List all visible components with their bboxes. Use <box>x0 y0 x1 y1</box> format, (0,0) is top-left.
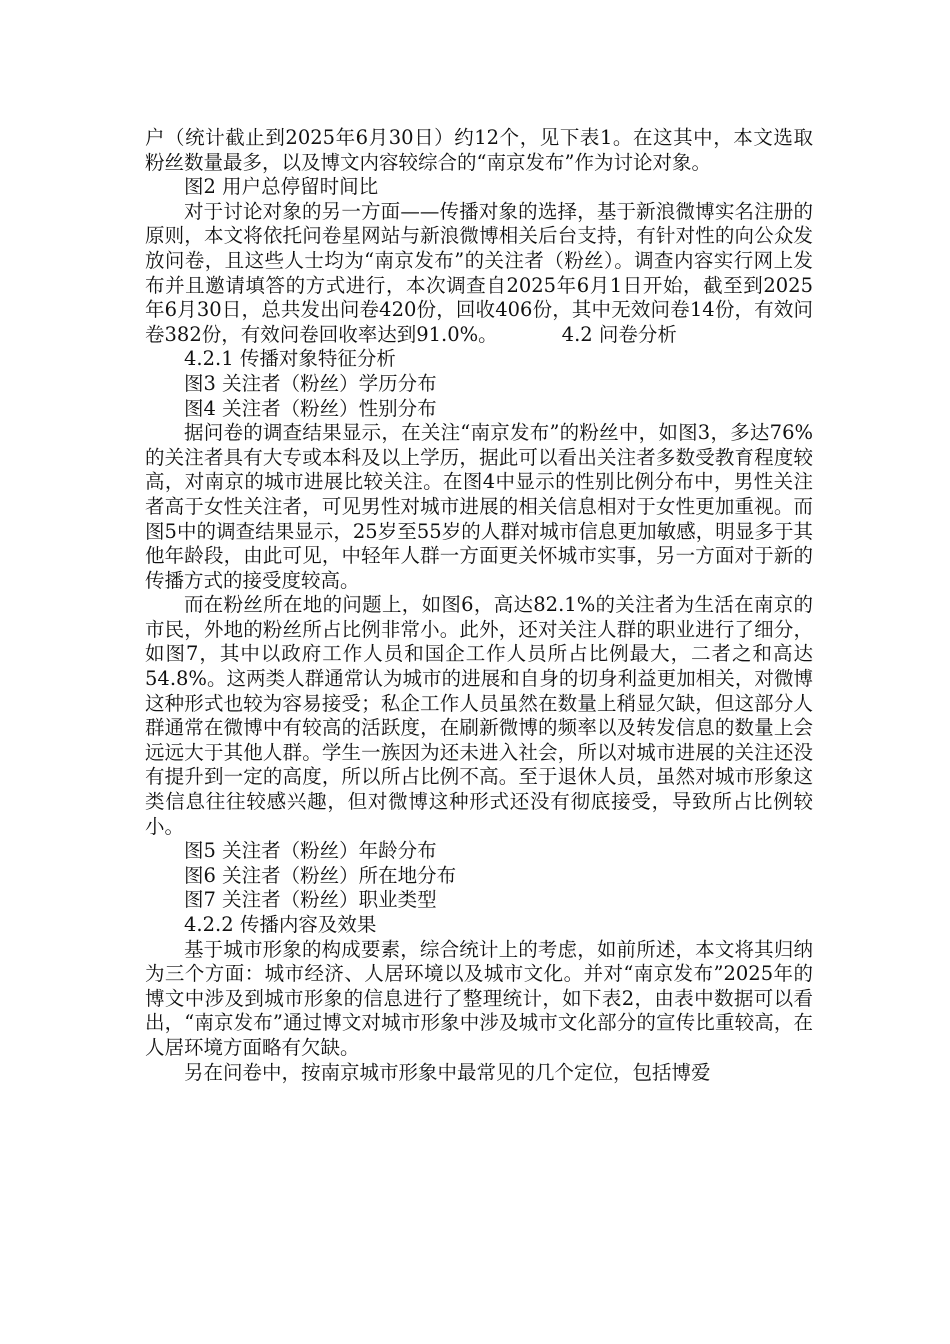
paragraph-audience-location: 而在粉丝所在地的问题上，如图6，高达82.1%的关注者为生活在南京的市民，外地的粉丝所占比例非常小。此外，还对关注人群的职业进行了细分，如图7，其中以政府工作人员和国企工作人员所占比例最大，二者之和高达54.8%。这两类人群通常认为城市的进展和自身的切身利益更加相关，对微博这种形式也较为容易接受；私企工作人员虽然在数量上稍显欠缺，但这部分人群通常在微博中有较高的活跃度，在刷新微博的频率以及转发信息的数量上会远远大于其他人群。学生一族因为还未进入社会，所以对城市进展的关注还没有提升到一定的高度，所以所占比例不高。至于退休人员，虽然对城市形象这类信息往往较感兴趣，但对微博这种形式还没有彻底接受，导致所占比例较小。 <box>145 593 813 838</box>
section-heading-4-2-2: 4.2.2 传播内容及效果 <box>184 913 377 936</box>
figure-caption-7: 图7 关注者（粉丝）职业类型 <box>184 888 437 912</box>
document-page <box>145 126 813 1085</box>
figure-caption-2: 图2 用户总停留时间比 <box>184 175 379 199</box>
figure-caption-3: 图3 关注者（粉丝）学历分布 <box>184 371 437 395</box>
paragraph-content-effect: 基于城市形象的构成要素，综合统计上的考虑，如前所述，本文将其归纳为三个方面：城市经济、人居环境以及城市文化。并对“南京发布”2025年的博文中涉及到城市形象的信息进行了整理统计，如下表2，由表中数据可以看出，“南京发布”通过博文对城市形象中涉及城市文化部分的宣传比重较高，在人居环境方面略有欠缺。 <box>145 937 813 1059</box>
figure-caption-5: 图5 关注者（粉丝）年龄分布 <box>184 839 437 863</box>
section-heading-4-2: 4.2 问卷分析 <box>561 322 677 346</box>
figure-caption-4: 图4 关注者（粉丝）性别分布 <box>184 396 437 420</box>
paragraph-questionnaire: 另在问卷中，按南京城市形象中最常见的几个定位，包括博爱 <box>184 1060 711 1084</box>
paragraph-audience-education: 据问卷的调查结果显示，在关注“南京发布”的粉丝中，如图3，多达76%的关注者具有大专或本科及以上学历，据此可以看出关注者多数受教育程度较高，对南京的城市进展比较关注。在图4中显示的性别比例分布中，男性关注者高于女性关注者，可见男性对城市进展的相关信息相对于女性更加重视。而图5中的调查结果显示，25岁至55岁的人群对城市信息更加敏感，明显多于其他年龄段，由此可见，中轻年人群一方面更关怀城市实事，另一方面对于新的传播方式的接受度较高。 <box>145 421 813 592</box>
paragraph-survey-method <box>145 200 813 348</box>
paragraph-continued: 户（统计截止到2025年6月30日）约12个，见下表1。在这其中，本文选取粉丝数量最多，以及博文内容较综合的“南京发布”作为讨论对象。 <box>145 126 813 174</box>
figure-caption-6: 图6 关注者（粉丝）所在地分布 <box>184 863 457 887</box>
paragraph-survey-method-text: 对于讨论对象的另一方面——传播对象的选择，基于新浪微博实名注册的原则，本文将依托问卷星网站与新浪微博相关后台支持，有针对性的向公众发放问卷，且这些人士均为“南京发布”的关注者（粉丝）。调查内容实行网上发布并且邀请填答的方式进行，本次调查自2025年6月1日开始，截至到2025年6月30日，总共发出问卷420份，回收406份，其中无效问卷14份，有效问卷382份，有效问卷回收率达到91.0%。 <box>145 199 813 346</box>
section-heading-4-2-1: 4.2.1 传播对象特征分析 <box>184 347 396 371</box>
